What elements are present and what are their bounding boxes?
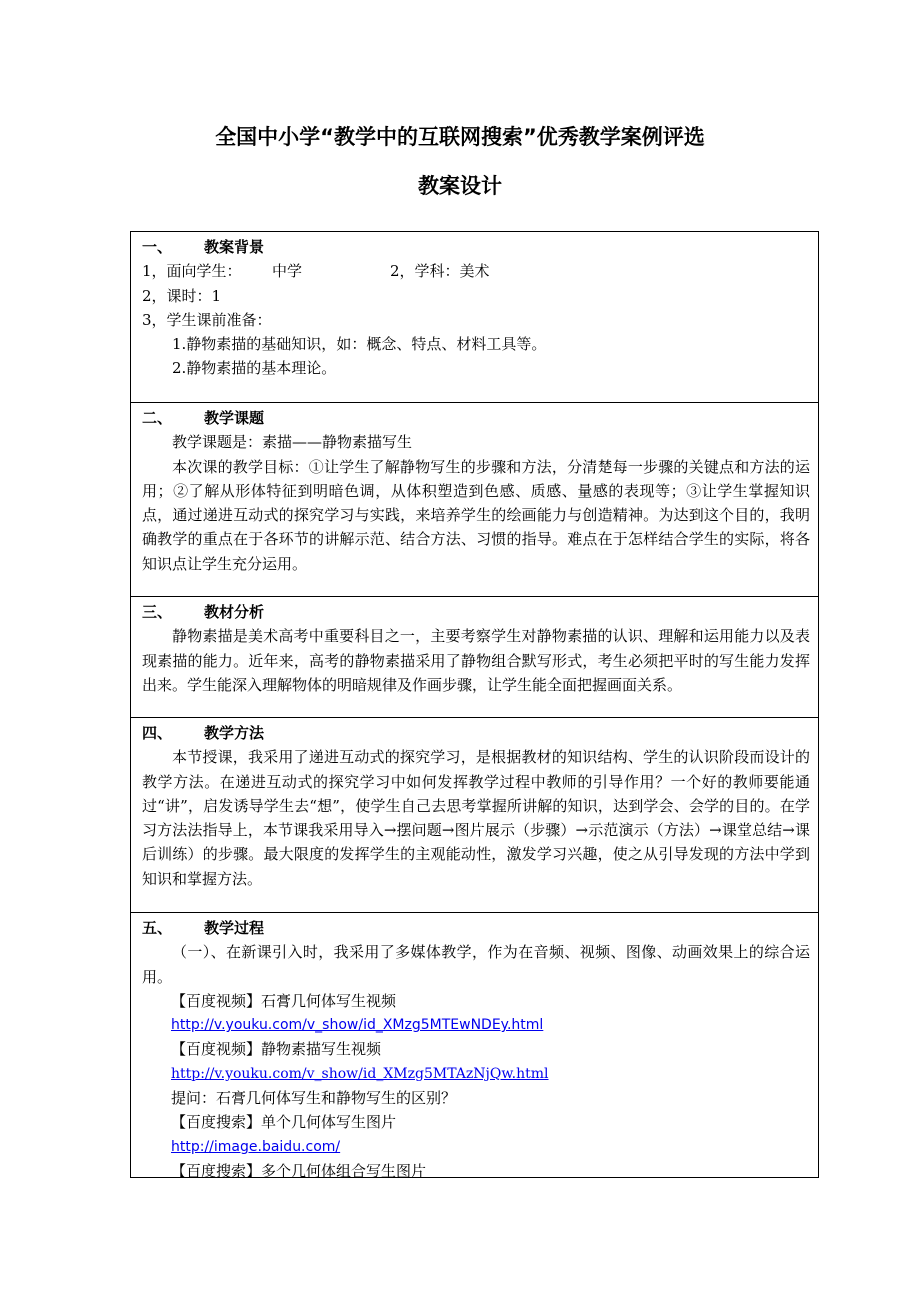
topic-paragraph: 教学课题是：素描——静物素描写生 xyxy=(172,433,413,452)
section-heading: 四、 教学方法 xyxy=(142,724,265,742)
video-link-1[interactable]: http://v.youku.com/v_show/id_XMzg5MTEwNDEy.html xyxy=(171,1017,544,1034)
section-heading: 三、 教材分析 xyxy=(142,603,265,621)
method-paragraph: 本节授课，我采用了递进互动式的探究学习，是根据教材的知识结构、学生的认识阶段而设计的教学方法。在递进互动式的探究学习中如何发挥教学过程中教师的引导作用？一个好的教师要能通过“讲”，启发诱导学生去“想”，使学生自己去思考掌握所讲解的知识，达到学会、会学的目的。在学习方法法指导上，本节课我采用导入→摆问题→图片展示（步骤）→示范演示（方法）→课堂总结→课后训练）的步骤。最大限度的发挥学生的主观能动性，激发学习兴趣，使之从引导发现的方法中学到知识和掌握方法。 xyxy=(142,748,810,888)
section-heading: 一、 教案背景 xyxy=(142,238,265,256)
preparation-item: 1.静物素描的基础知识，如：概念、特点、材料工具等。 xyxy=(172,335,547,354)
lesson-hours-line: 2，课时：1 xyxy=(142,286,222,305)
section-heading: 二、 教学课题 xyxy=(142,409,265,427)
section-heading: 五、 教学过程 xyxy=(142,919,265,937)
document-title: 全国中小学“教学中的互联网搜索”优秀教学案例评选 xyxy=(215,125,705,149)
image-search-link[interactable]: http://image.baidu.com/ xyxy=(171,1138,341,1155)
resource-label: 【百度视频】静物素描写生视频 xyxy=(171,1040,382,1059)
goals-paragraph: 本次课的教学目标：①让学生了解静物写生的步骤和方法，分清楚每一步骤的关键点和方法的运用；②了解从形体特征到明暗色调，从体积塑造到色感、质感、量感的表现等；③让学生掌握知识点，通过递进互动式的探究学习与实践，来培养学生的绘画能力与创造精神。为达到这个目的，我明确教学的重点在于各环节的讲解示范、结合方法、习惯的指导。难点在于怎样结合学生的实际，将各知识点让学生充分运用。 xyxy=(142,457,810,573)
section-background xyxy=(131,232,818,403)
materials-paragraph: 静物素描是美术高考中重要科目之一，主要考察学生对静物素描的认识、理解和运用能力以及表现素描的能力。近年来，高考的静物素描采用了静物组合默写形式，考生必须把平时的写生能力发挥出来。学生能深入理解物体的明暗规律及作画步骤，让学生能全面把握画面关系。 xyxy=(142,627,810,694)
section-method xyxy=(131,718,818,913)
resource-label: 【百度搜索】多个几何体组合写生图片 xyxy=(171,1161,427,1180)
preparation-item: 2.静物素描的基本理论。 xyxy=(172,359,337,378)
resource-label: 【百度搜索】单个几何体写生图片 xyxy=(171,1113,397,1132)
question-line: 提问：石膏几何体写生和静物写生的区别？ xyxy=(171,1089,457,1108)
section-materials xyxy=(131,597,818,718)
lesson-plan-table xyxy=(130,231,819,1178)
section-topic xyxy=(131,403,818,597)
section-process xyxy=(131,913,818,1180)
students-subject-line: 1，面向学生： 中学 2，学科：美术 xyxy=(142,262,490,281)
preparation-line: 3，学生课前准备： xyxy=(142,310,272,329)
resource-label: 【百度视频】石膏几何体写生视频 xyxy=(171,991,397,1010)
video-link-2[interactable]: http://v.youku.com/v_show/id_XMzg5MTAzNjQw.html xyxy=(171,1065,549,1082)
document-subtitle: 教案设计 xyxy=(418,174,502,198)
process-paragraph: （一）、在新课引入时，我采用了多媒体教学，作为在音频、视频、图像、动画效果上的综合运用。 xyxy=(142,943,810,986)
